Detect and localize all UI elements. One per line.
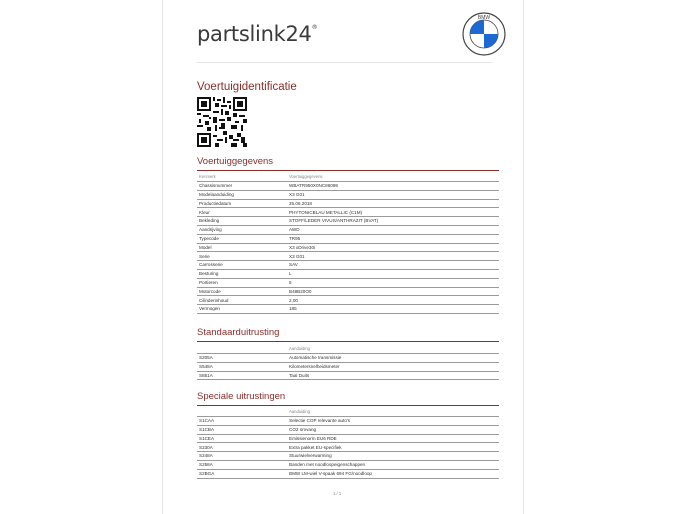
- bmw-letters: BMW: [477, 14, 491, 21]
- row-label: Modelaanduiding: [197, 190, 287, 199]
- row-value: B48B20O0: [287, 287, 499, 296]
- row-value: STOFF/LEDER VIVUS/ANTHRAZIT (BVAT): [287, 217, 499, 226]
- table-row: [197, 252, 499, 261]
- row-label: S2BGA: [197, 469, 287, 478]
- table-row: [197, 243, 499, 252]
- row-label: Chassisnummer: [197, 182, 287, 191]
- row-value: L: [287, 269, 499, 278]
- section-rule: [197, 341, 499, 342]
- row-value: CO2 omvang: [287, 425, 499, 434]
- table-row: [197, 469, 499, 478]
- row-label: Portieren: [197, 278, 287, 287]
- table-row: [197, 434, 499, 443]
- row-value: X3 G01: [287, 190, 499, 199]
- table-row: [197, 278, 499, 287]
- bmw-roundel-icon: [462, 12, 506, 56]
- row-label: S205A: [197, 354, 287, 363]
- special-equipment-table: [197, 409, 499, 479]
- row-label: S548A: [197, 362, 287, 371]
- table-row: [197, 199, 499, 208]
- row-value: Emissienorm EU6 RDE: [287, 434, 499, 443]
- row-label: Model: [197, 243, 287, 252]
- table-row: [197, 305, 499, 314]
- row-label: Kleur: [197, 208, 287, 217]
- row-value: 185: [287, 305, 499, 314]
- row-value: Banden met noodloopeigenschappen: [287, 460, 499, 469]
- row-label: Aandrijving: [197, 225, 287, 234]
- column-header: Aanduiding: [287, 409, 499, 417]
- table-row: [197, 371, 499, 380]
- table-row: [197, 417, 499, 426]
- row-value: Stuurwielverwarming: [287, 452, 499, 461]
- column-header: Aanduiding: [287, 346, 499, 354]
- row-value: Extra pakket EU-specifiek: [287, 443, 499, 452]
- table-row: [197, 296, 499, 305]
- table-header-row: [197, 174, 499, 182]
- column-header: Kenmerk: [197, 174, 287, 182]
- row-label: S851A: [197, 371, 287, 380]
- section-rule: [197, 170, 499, 171]
- table-row: [197, 287, 499, 296]
- row-label: Carrosserie: [197, 261, 287, 270]
- section-heading-special: Speciale uitrustingen: [197, 391, 286, 402]
- row-label: S248A: [197, 452, 287, 461]
- table-row: [197, 354, 499, 363]
- table-row: [197, 225, 499, 234]
- row-label: S1CEA: [197, 434, 287, 443]
- page-number: 1 / 1: [333, 491, 342, 496]
- table-row: [197, 182, 499, 191]
- table-row: [197, 217, 499, 226]
- table-header-row: [197, 346, 499, 354]
- row-value: X3 xDrive30i: [287, 243, 499, 252]
- row-label: Serie: [197, 252, 287, 261]
- row-value: Taal Duits: [287, 371, 499, 380]
- row-value: Automatische transmissie: [287, 354, 499, 363]
- column-header: Voertuiggegevens: [287, 174, 499, 182]
- row-value: Kilometersnelheidsmeter: [287, 362, 499, 371]
- row-label: S1CBA: [197, 425, 287, 434]
- table-row: [197, 460, 499, 469]
- table-row: [197, 269, 499, 278]
- header-divider: [197, 62, 493, 63]
- row-label: S258A: [197, 460, 287, 469]
- row-value: 25.06.2018: [287, 199, 499, 208]
- row-value: PHYTONICBLAU METALLIC (C1M): [287, 208, 499, 217]
- table-header-row: [197, 409, 499, 417]
- table-row: [197, 208, 499, 217]
- row-value: AWD: [287, 225, 499, 234]
- row-label: Bekleding: [197, 217, 287, 226]
- row-label: Typecode: [197, 234, 287, 243]
- row-value: Selectie COP relevante auto's: [287, 417, 499, 426]
- section-heading-standard: Standaarduitrusting: [197, 327, 280, 338]
- standard-equipment-table: [197, 346, 499, 380]
- document-page: [162, 0, 524, 514]
- page-title: Voertuigidentificatie: [197, 81, 297, 93]
- row-label: Motorcode: [197, 287, 287, 296]
- table-row: [197, 425, 499, 434]
- table-row: [197, 261, 499, 270]
- column-header: [197, 346, 287, 354]
- section-rule: [197, 405, 499, 406]
- row-label: S1CAA: [197, 417, 287, 426]
- partslink24-logo: partslink24®: [197, 22, 318, 46]
- row-value: 5: [287, 278, 499, 287]
- table-row: [197, 443, 499, 452]
- row-label: S230A: [197, 443, 287, 452]
- table-row: [197, 234, 499, 243]
- row-value: TR95: [287, 234, 499, 243]
- vehicle-data-table: [197, 174, 499, 314]
- row-value: 2,00: [287, 296, 499, 305]
- table-row: [197, 452, 499, 461]
- column-header: [197, 409, 287, 417]
- row-value: X3 G01: [287, 252, 499, 261]
- row-label: Productiedatum: [197, 199, 287, 208]
- row-value: WBATR950X0NC86099: [287, 182, 499, 191]
- qr-code: [197, 97, 247, 147]
- row-label: Vermogen: [197, 305, 287, 314]
- row-value: BMW LM-wiel V-spaak 694 FG/noodloop: [287, 469, 499, 478]
- row-value: SAV: [287, 261, 499, 270]
- table-row: [197, 190, 499, 199]
- table-row: [197, 362, 499, 371]
- section-heading-vehicle: Voertuiggegevens: [197, 156, 274, 167]
- row-label: Besturing: [197, 269, 287, 278]
- row-label: Cilinderinhoud: [197, 296, 287, 305]
